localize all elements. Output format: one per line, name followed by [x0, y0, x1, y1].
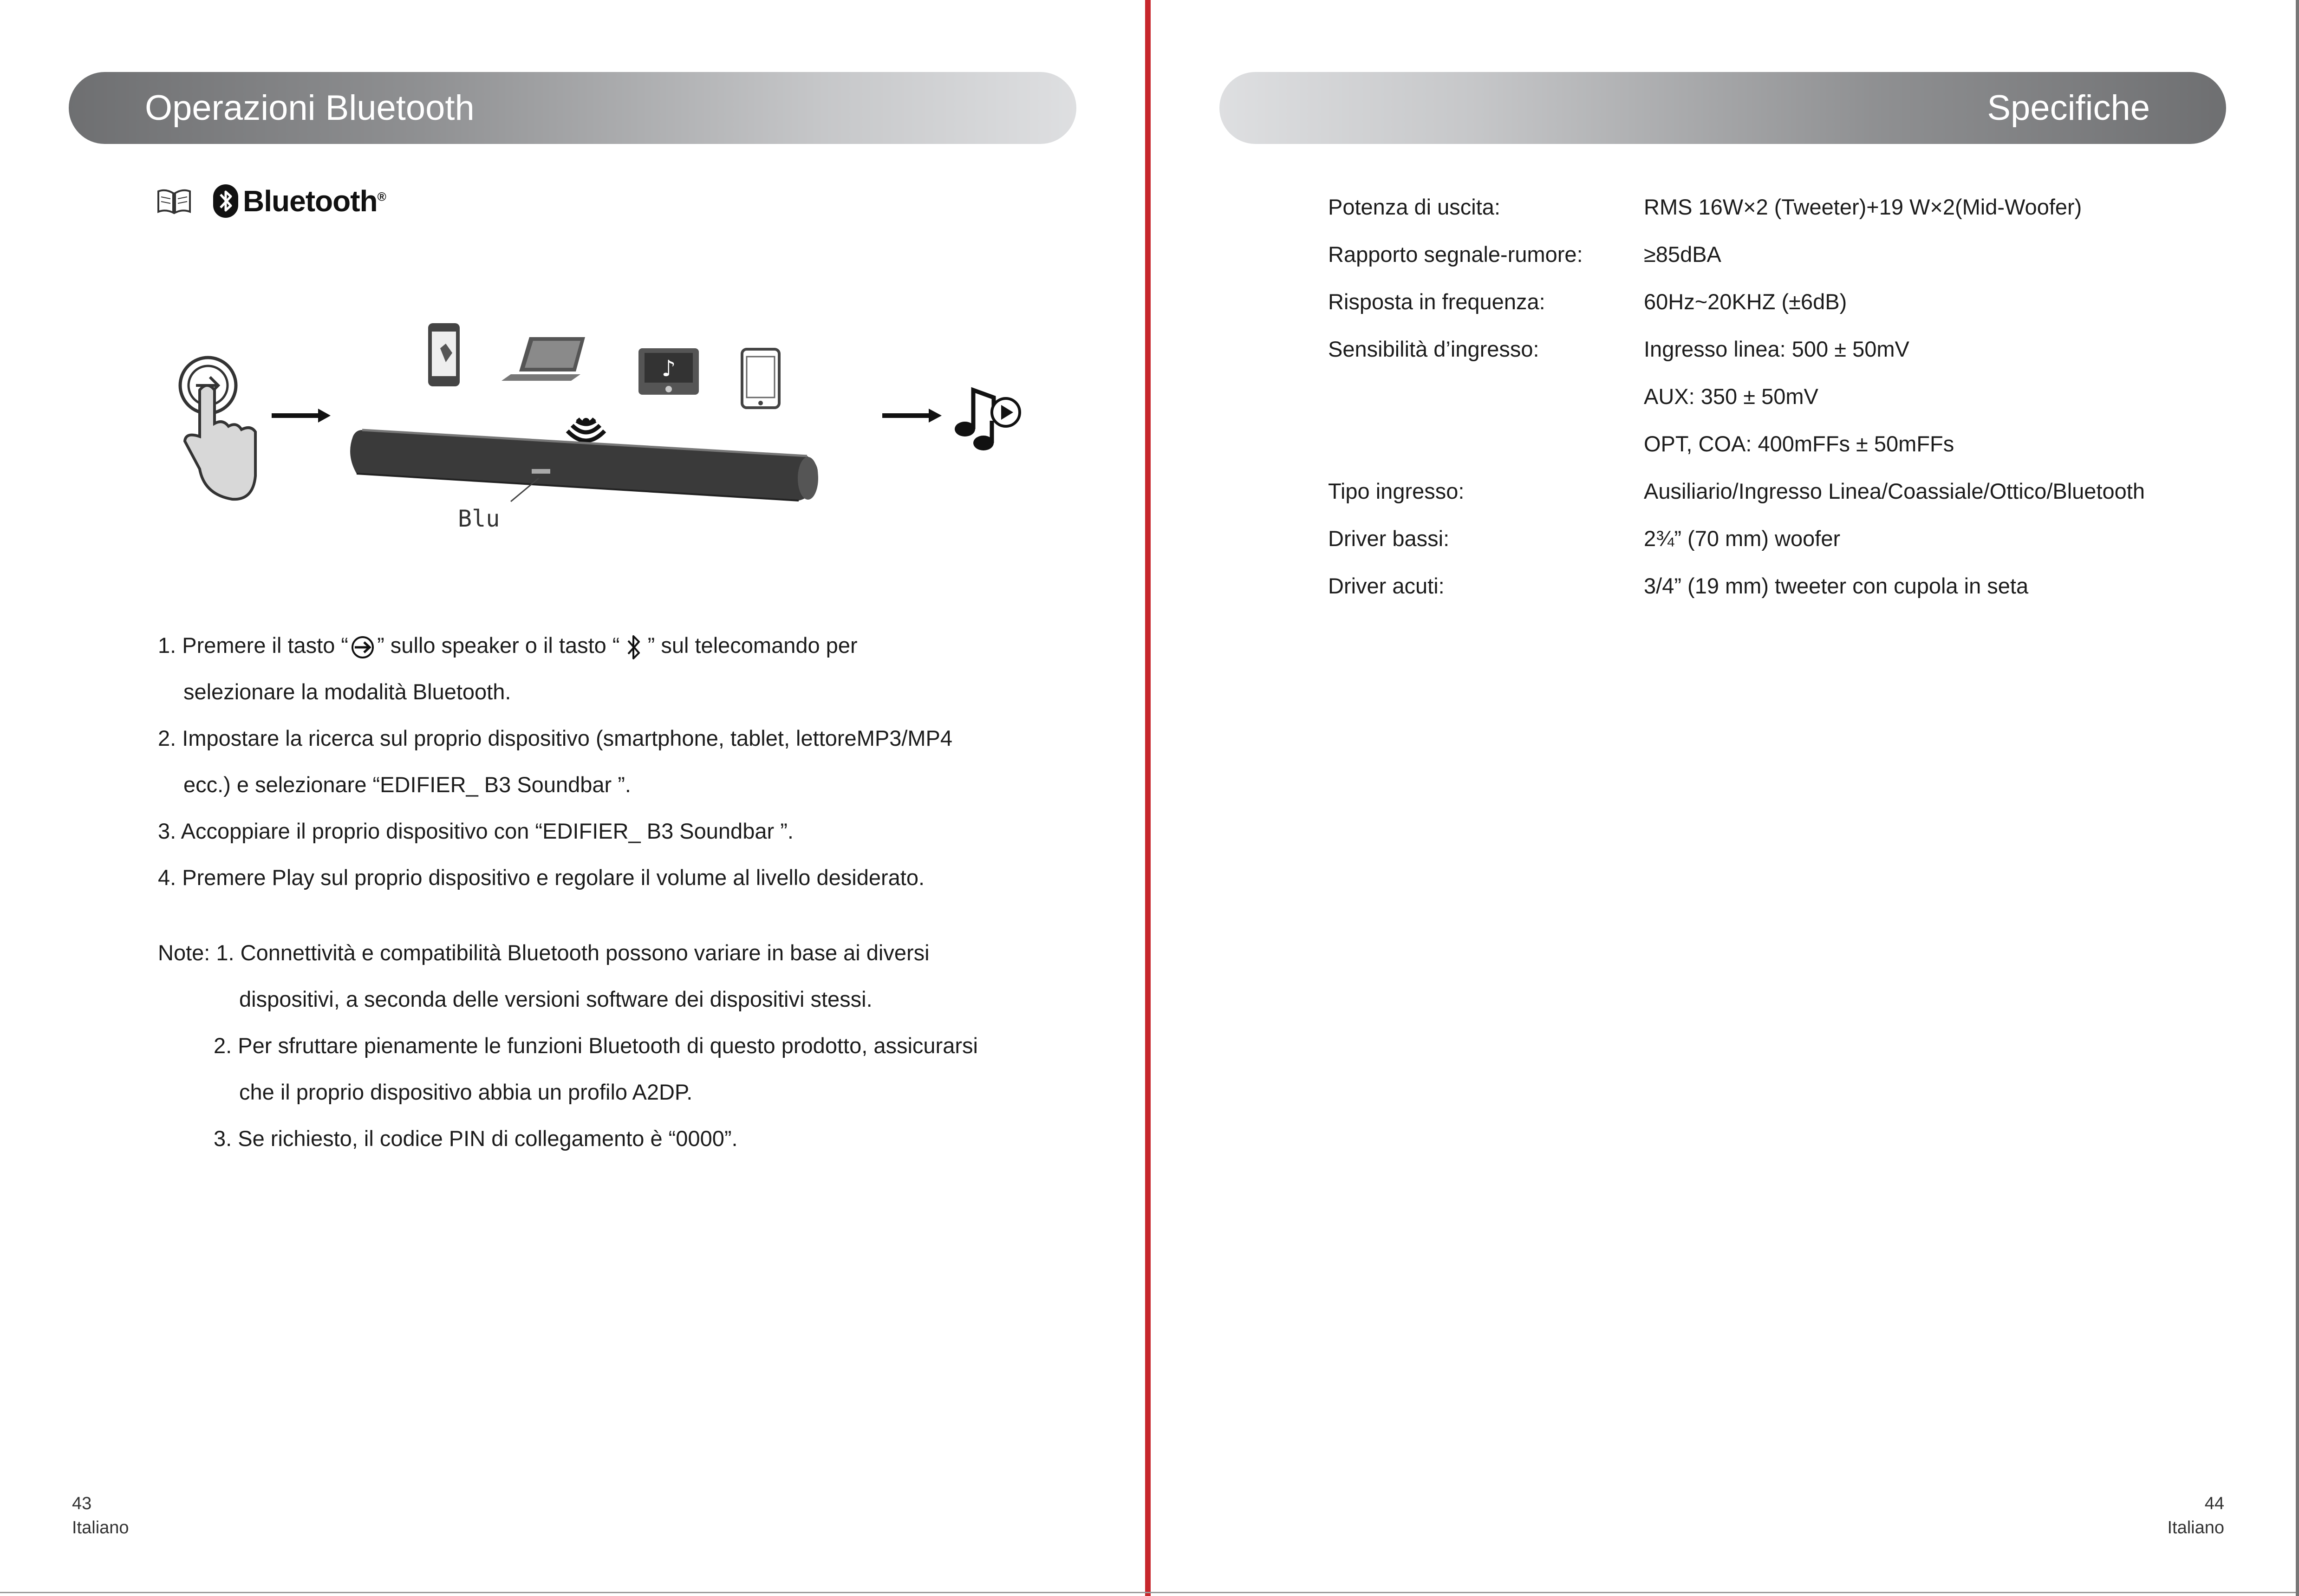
spec-value: Ausiliario/Ingresso Linea/Coassiale/Ottico/Bluetooth — [1644, 479, 2145, 503]
page-footer-right — [2155, 1492, 2224, 1540]
spec-row — [1328, 326, 2145, 373]
spec-value: AUX: 350 ± 50mV — [1644, 384, 1818, 409]
wireless-signal-icon — [567, 418, 605, 441]
spec-label: Potenza di uscita: — [1328, 195, 1500, 219]
spec-label: Sensibilità d’ingresso: — [1328, 337, 1539, 361]
banner-title: Operazioni Bluetooth — [145, 88, 475, 128]
phone-icon — [742, 349, 779, 408]
section-banner-bluetooth — [69, 72, 1076, 144]
spec-row — [1328, 515, 2145, 562]
spec-label: Rapporto segnale-rumore: — [1328, 242, 1583, 267]
list-item: 3. Accoppiare il proprio dispositivo con “EDIFIER_ B3 Soundbar ”. — [158, 819, 794, 843]
spec-value: 60Hz~20KHZ (±6dB) — [1644, 289, 1847, 314]
bluetooth-icon — [626, 632, 642, 662]
note-item: Note: 1. Connettività e compatibilità Bluetooth possono variare in base ai diversi — [158, 940, 930, 965]
spec-label: Risposta in frequenza: — [1328, 289, 1545, 314]
blu-button-label: Blu — [458, 505, 500, 532]
specifications-table — [1328, 183, 2145, 610]
spec-label: Driver acuti: — [1328, 573, 1445, 598]
notes-section — [158, 930, 1040, 1162]
arrow-right-icon — [272, 409, 331, 423]
spec-value: ≥85dBA — [1644, 242, 1721, 267]
spec-value: RMS 16W×2 (Tweeter)+19 W×2(Mid-Woofer) — [1644, 195, 2082, 219]
spec-row — [1328, 468, 2145, 515]
page-number: 43 — [72, 1494, 92, 1513]
spec-row — [1328, 373, 2145, 420]
spec-value: Ingresso linea: 500 ± 50mV — [1644, 337, 1909, 361]
section-banner-specifications — [1219, 72, 2226, 144]
music-note-icon — [955, 390, 1020, 450]
spec-label: Driver bassi: — [1328, 526, 1450, 551]
spec-row — [1328, 231, 2145, 278]
banner-title: Specifiche — [1987, 88, 2150, 128]
spec-row — [1328, 278, 2145, 326]
spec-label: Tipo ingresso: — [1328, 479, 1465, 503]
list-item: 1. Premere il tasto “ ” sullo speaker o il tasto “ ” sul telecomando per — [158, 622, 1040, 669]
button-press-icon — [180, 358, 255, 499]
bluetooth-wordmark: Bluetooth® — [243, 184, 386, 218]
bluetooth-logo-row — [156, 183, 386, 219]
note-item: 2. Per sfruttare pienamente le funzioni Bluetooth di questo prodotto, assicurarsi — [214, 1033, 978, 1058]
list-item: 4. Premere Play sul proprio dispositivo e regolare il volume al livello desiderato. — [158, 865, 925, 890]
note-item: 3. Se richiesto, il codice PIN di collegamento è “0000”. — [214, 1126, 738, 1151]
smartphone-icon — [428, 323, 460, 386]
list-item-continuation: selezionare la modalità Bluetooth. — [183, 679, 511, 704]
spec-row — [1328, 562, 2145, 610]
page-number: 44 — [2204, 1494, 2224, 1513]
page-footer-left — [72, 1492, 129, 1540]
list-item: 2. Impostare la ricerca sul proprio dispositivo (smartphone, tablet, lettoreMP3/MP4 — [158, 726, 953, 750]
spec-row — [1328, 420, 2145, 468]
spec-value: 3/4” (19 mm) tweeter con cupola in seta — [1644, 573, 2029, 598]
language-label: Italiano — [72, 1518, 129, 1537]
language-label: Italiano — [2167, 1518, 2224, 1537]
spec-value: OPT, COA: 400mFFs ± 50mFFs — [1644, 431, 1954, 456]
bluetooth-pairing-illustration — [167, 316, 1036, 539]
list-item-continuation: ecc.) e selezionare “EDIFIER_ B3 Soundbar ”. — [183, 772, 631, 797]
input-source-icon — [348, 635, 377, 659]
bluetooth-icon — [212, 183, 239, 219]
spec-label — [1328, 373, 1644, 420]
note-continuation: dispositivi, a seconda delle versioni software dei dispositivi stessi. — [239, 987, 873, 1011]
spec-row — [1328, 183, 2145, 231]
note-continuation: che il proprio dispositivo abbia un profilo A2DP. — [239, 1080, 693, 1104]
arrow-right-icon — [882, 409, 942, 423]
instruction-steps — [158, 622, 1040, 901]
book-icon — [156, 185, 193, 217]
page-divider — [1145, 0, 1151, 1596]
spec-value: 2¾” (70 mm) woofer — [1644, 526, 1841, 551]
laptop-icon — [501, 337, 585, 381]
tablet-icon — [638, 348, 699, 395]
spec-label — [1328, 420, 1644, 468]
svg-text:♪: ♪ — [661, 356, 676, 382]
